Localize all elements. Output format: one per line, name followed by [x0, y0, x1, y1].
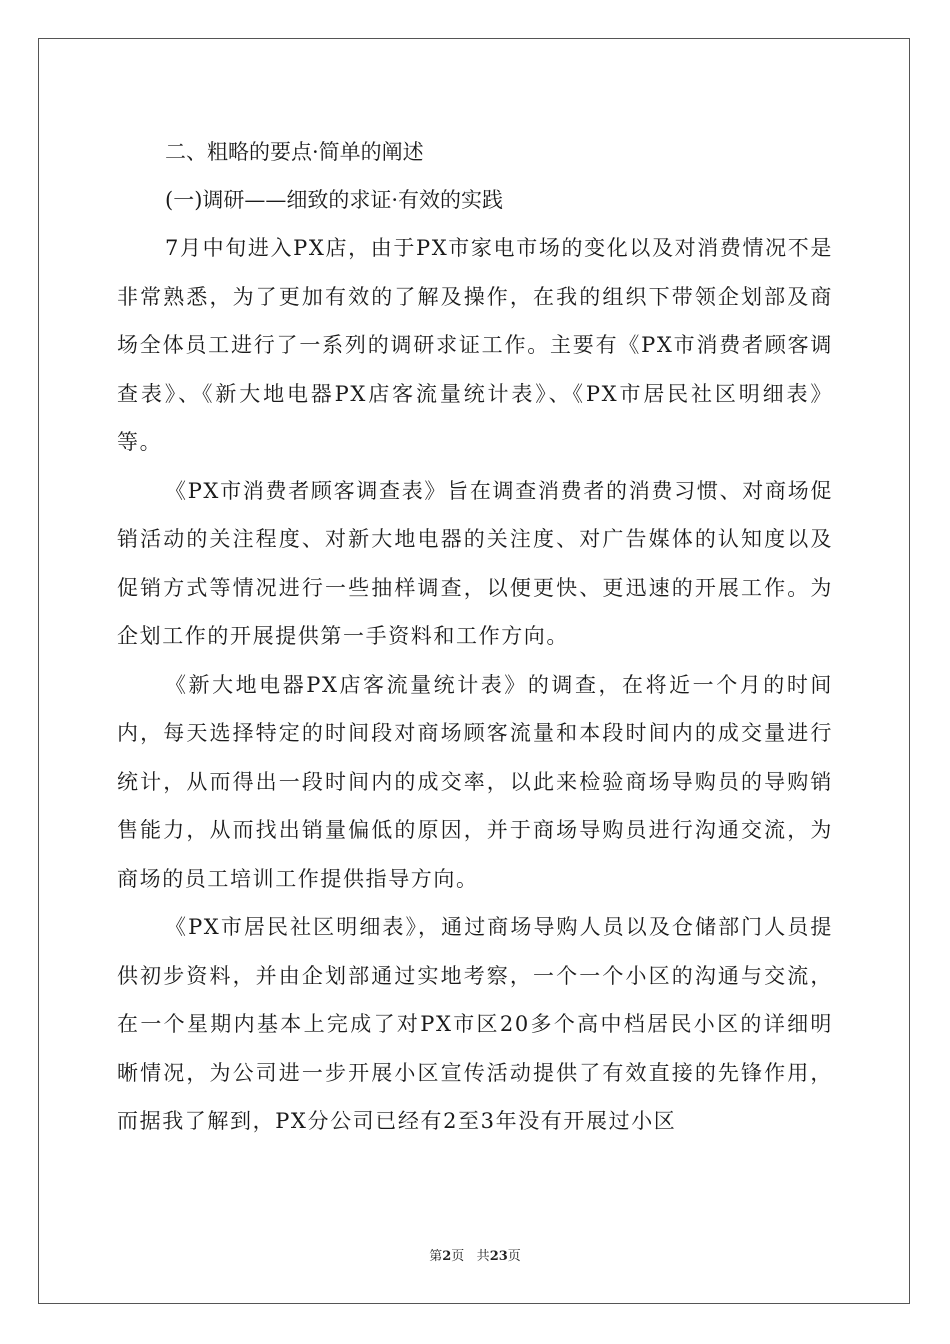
paragraph-consumer-survey: 《PX市消费者顾客调查表》旨在调查消费者的消费习惯、对商场促销活动的关注程度、对新大地电器的关注度、对广告媒体的认知度以及促销方式等情况进行一些抽样调查，以便更快、更迅速的开展工作。为企划工作的开展提供第一手资料和工作方向。 [117, 478, 833, 648]
page-footer [0, 1245, 950, 1264]
document-body [117, 128, 833, 1146]
page-number: 2 [442, 1249, 452, 1264]
total-pages: 23 [489, 1249, 508, 1264]
page-prefix: 第 [429, 1249, 443, 1264]
paragraph-traffic-statistics: 《新大地电器PX店客流量统计表》的调查，在将近一个月的时间内，每天选择特定的时间段对商场顾客流量和本段时间内的成交量进行统计，从而得出一段时间内的成交率，以此来检验商场导购员的导购销售能力，从而找出销量偏低的原因，并于商场导购员进行沟通交流，为商场的员工培训工作提供指导方向。 [117, 672, 833, 891]
paragraph-community-list: 《PX市居民社区明细表》，通过商场导购人员以及仓储部门人员提供初步资料，并由企划部通过实地考察，一个一个小区的沟通与交流，在一个星期内基本上完成了对PX市区20多个高中档居民小区的详细明晰情况，为公司进一步开展小区宣传活动提供了有效直接的先锋作用，而据我了解到，PX分公司已经有2至3年没有开展过小区 [117, 915, 833, 1133]
page-suffix: 页 [451, 1249, 465, 1264]
subsection-heading: (一)调研——细致的求证·有效的实践 [165, 188, 504, 212]
paragraph-intro: 7月中旬进入PX店，由于PX市家电市场的变化以及对消费情况不是非常熟悉，为了更加有效的了解及操作，在我的组织下带领企划部及商场全体员工进行了一系列的调研求证工作。主要有《PX市消费者顾客调查表》、《新大地电器PX店客流量统计表》、《PX市居民社区明细表》等。 [117, 236, 833, 454]
section-heading: 二、粗略的要点·简单的阐述 [165, 140, 424, 164]
total-prefix: 共 [476, 1249, 490, 1264]
total-suffix: 页 [507, 1249, 521, 1264]
